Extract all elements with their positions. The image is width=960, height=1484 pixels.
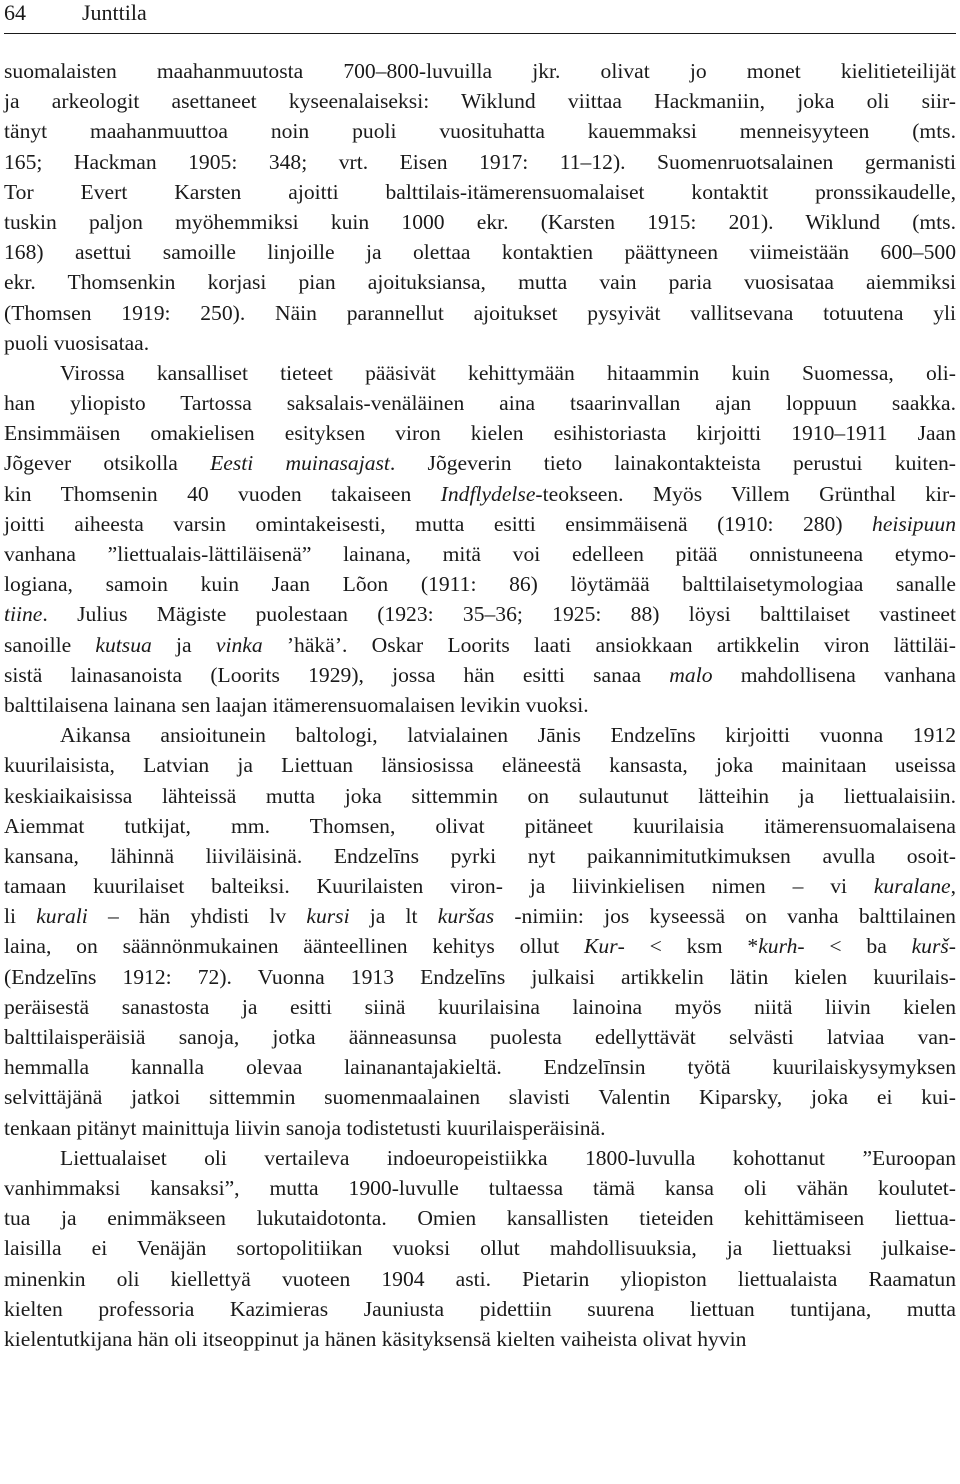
paragraph (4, 358, 956, 720)
text-run: Liettualaiset oli vertaileva indoeuropeistiikka 1800-luvulla kohottanut ”Euroopan (60, 1145, 956, 1170)
text-line (4, 1082, 956, 1112)
text-run: kansana, lähinnä liiviläisinä. Endzelīns pyrki nyt paikannimitutkimuksen avulla osoit- (4, 843, 956, 868)
running-header (4, 0, 954, 30)
text-line (4, 86, 956, 116)
text-run: sistä lainasanoista (Loorits 1929), jossa hän esitti sanaa (4, 662, 670, 687)
text-line (4, 720, 956, 750)
text-line (4, 267, 956, 297)
italic-term: Eesti muinasajast (210, 451, 390, 476)
header-rule (4, 33, 956, 34)
text-line (4, 931, 956, 961)
text-run: tenkaan pitänyt mainittuja liivin sanoja todistetusti kuurilaisperäisinä. (4, 1115, 606, 1140)
text-run: minenkin oli kiellettyä vuoteen 1904 asti. Pietarin yliopiston liettualaista Raamatun (4, 1266, 956, 1291)
text-line (4, 1173, 956, 1203)
text-run: vanhimmaksi kansaksi”, mutta 1900-luvulle tultaessa tämä kansa oli vähän koulutet- (4, 1175, 956, 1200)
text-run: hemmalla kannalla olevaa lainanantajakieltä. Endzelīnsin työtä kuurilaiskysymyksen (4, 1055, 956, 1080)
text-run: han yliopisto Tartossa saksalais-venäläinen aina tsaarinvallan ajan loppuun saakka. (4, 391, 956, 416)
text-line (4, 479, 956, 509)
text-line (4, 962, 956, 992)
text-line (4, 1022, 956, 1052)
text-run: Tor Evert Karsten ajoitti balttilais-itämerensuomalaiset kontaktit pronssikaudelle, (4, 179, 956, 204)
text-line (4, 1264, 956, 1294)
italic-term: malo (669, 662, 713, 687)
text-line (4, 298, 956, 328)
text-run: vanhana ”liettualais-lättiläisenä” lainana, mitä voi edelleen pitää onnistuneena etymo- (4, 542, 956, 566)
text-run: Aikansa ansioitunein baltologi, latvialainen Jānis Endzelīns kirjoitti vuonna 1912 (60, 723, 956, 748)
text-run: joitti aiheesta varsin omintakeisesti, mutta esitti ensimmäisenä (1910: 280) (4, 511, 873, 536)
text-line (4, 1294, 956, 1324)
italic-term: kurali (36, 904, 88, 929)
text-run: tua ja enimmäkseen lukutaidotonta. Omien kansallisten tieteiden kehittämiseen liettua- (4, 1206, 956, 1231)
text-run: li (4, 904, 37, 929)
paragraph (4, 720, 956, 1143)
text-run: - < ba (797, 934, 912, 959)
text-run: (Thomsen 1919: 250). Näin parannellut ajoitukset pysyivät vallitsevana totuutena yli (4, 300, 956, 325)
text-line (4, 509, 956, 539)
text-line (4, 448, 956, 478)
italic-term: kuršas (437, 904, 495, 929)
text-line (4, 1052, 956, 1082)
text-line (4, 1203, 956, 1233)
text-run: tuskin paljon myöhemmiksi kuin 1000 ekr. (Karsten 1915: 201). Wiklund (mts. (4, 209, 956, 234)
text-run: - < ksm * (617, 934, 759, 959)
text-run: . Julius Mägiste puolestaan (1923: 35–36; 1925: 88) löysi balttilaiset vastineet (42, 602, 956, 627)
running-title: Junttila (82, 0, 147, 25)
text-run: ja lt (349, 904, 438, 929)
text-line (4, 901, 956, 931)
text-run: 165; Hackman 1905: 348; vrt. Eisen 1917: 11–12). Suomenruotsalainen germanisti (4, 149, 956, 174)
text-line (4, 841, 956, 871)
paragraph (4, 56, 956, 358)
italic-term: kuralane (873, 874, 951, 899)
italic-term: kutsua (95, 632, 152, 657)
text-line (4, 237, 956, 267)
italic-term: heisipuun (872, 511, 956, 536)
text-line (4, 569, 956, 599)
text-line (4, 116, 956, 146)
text-line (4, 177, 956, 207)
italic-term: Kur (584, 934, 618, 959)
italic-term: vinka (215, 632, 263, 657)
text-line (4, 599, 956, 629)
text-run: Virossa kansalliset tieteet pääsivät kehittymään hitaammin kuin Suomessa, oli- (60, 360, 956, 385)
text-line (4, 1233, 956, 1263)
text-run: laina, on säännönmukainen äänteellinen kehitys ollut (4, 934, 584, 959)
text-line (4, 750, 956, 780)
text-run: balttilaisperäisiä sanoja, jotka äänneasunsa puolesta edellyttävät selvästi latviaa van- (4, 1025, 956, 1049)
text-run: ja arkeologit asettaneet kyseenalaiseksi: Wiklund viittaa Hackmaniin, joka oli siir- (4, 89, 956, 114)
text-run: kuurilaisista, Latvian ja Liettuan länsiosissa eläneestä kansasta, joka mainitaan useissa (4, 753, 956, 778)
text-line (4, 630, 956, 660)
text-run: puoli vuosisataa. (4, 330, 150, 355)
text-line (4, 1143, 956, 1173)
text-run: keskiaikaisissa lähteissä mutta joka sittemmin on sulautunut lätteihin ja liettualaisiin. (4, 783, 956, 808)
text-run: -nimiin: jos kyseessä on vanha balttilainen (494, 904, 956, 929)
text-run: - (948, 934, 956, 959)
text-run: ’häkä’. Oskar Loorits laati ansiokkaan artikkelin viron lättiläi- (262, 632, 956, 657)
text-run: – hän yhdisti lv (87, 904, 307, 929)
text-line (4, 388, 956, 418)
page-number: 64 (4, 0, 26, 25)
text-line (4, 811, 956, 841)
italic-term: kurh (758, 934, 798, 959)
text-run: tänyt maahanmuuttoa noin puoli vuosituhatta kauemmaksi menneisyyteen (mts. (4, 119, 956, 144)
text-run: laisilla ei Venäjän sortopolitiikan vuoksi ollut mahdollisuuksia, ja liettuaksi julkaise- (4, 1236, 956, 1261)
text-line (4, 1113, 956, 1143)
text-run: ekr. Thomsenkin korjasi pian ajoituksiansa, mutta vain paria vuosisataa aiemmiksi (4, 270, 956, 295)
text-run: , (950, 874, 956, 899)
text-line (4, 690, 956, 720)
text-run: kielentutkijana hän oli itseoppinut ja hänen käsityksensä kielten vaiheista olivat hyvin (4, 1326, 747, 1351)
text-run: suomalaisten maahanmuutosta 700–800-luvuilla jkr. olivat jo monet kielitieteilijät (4, 59, 956, 83)
text-line (4, 660, 956, 690)
text-line (4, 328, 956, 358)
text-run: peräisestä sanastosta ja esitti siinä kuurilaisina lainoina myös niitä liivin kielen (4, 994, 956, 1019)
text-run: kielten professoria Kazimieras Jauniusta pidettiin suurena liettuan tuntijana, mutta (4, 1296, 956, 1321)
text-run: kin Thomsenin 40 vuoden takaiseen (4, 481, 441, 506)
text-run: Aiemmat tutkijat, mm. Thomsen, olivat pitäneet kuurilaisia itämerensuomalaisena (4, 813, 956, 838)
text-run: mahdollisena vanhana (712, 662, 956, 687)
text-line (4, 539, 956, 569)
text-run: (Endzelīns 1912: 72). Vuonna 1913 Endzelīns julkaisi artikkelin lätin kielen kuurilais- (4, 964, 956, 989)
text-run: Ensimmäisen omakielisen esityksen viron kielen esihistoriasta kirjoitti 1910–1911 Jaan (4, 421, 956, 446)
text-run: -teokseen. Myös Villem Grünthal kir- (535, 481, 956, 506)
text-line (4, 781, 956, 811)
paragraph (4, 1143, 956, 1354)
italic-term: kursi (306, 904, 350, 929)
text-run: selvittäjänä jatkoi sittemmin suomenmaalainen slavisti Valentin Kiparsky, joka ei kui- (4, 1085, 956, 1110)
text-line (4, 418, 956, 448)
text-run: logiana, samoin kuin Jaan Lõon (1911: 86) löytämää balttilaisetymologiaa sanalle (4, 572, 956, 597)
text-line (4, 147, 956, 177)
text-run: Jõgever otsikolla (4, 451, 211, 476)
text-run: tamaan kuurilaiset balteiksi. Kuurilaisten viron- ja liivinkielisen nimen – vi (4, 874, 874, 899)
text-line (4, 1324, 956, 1354)
italic-term: tiine (4, 602, 43, 627)
text-line (4, 358, 956, 388)
italic-term: Indflydelse (440, 481, 536, 506)
italic-term: kurš (911, 934, 949, 959)
text-line (4, 207, 956, 237)
text-run: 168) asettui samoille linjoille ja olettaa kontaktien päättyneen viimeistään 600–500 (4, 240, 956, 265)
text-run: balttilaisena lainana sen laajan itämerensuomalaisen levikin vuoksi. (4, 692, 589, 717)
text-line (4, 56, 956, 86)
text-run: . Jõgeverin tieto lainakontakteista perustui kuiten- (389, 451, 956, 476)
text-line (4, 871, 956, 901)
text-line (4, 992, 956, 1022)
body-text (4, 56, 956, 1354)
text-run: ja (151, 632, 216, 657)
text-run: sanoille (4, 632, 96, 657)
